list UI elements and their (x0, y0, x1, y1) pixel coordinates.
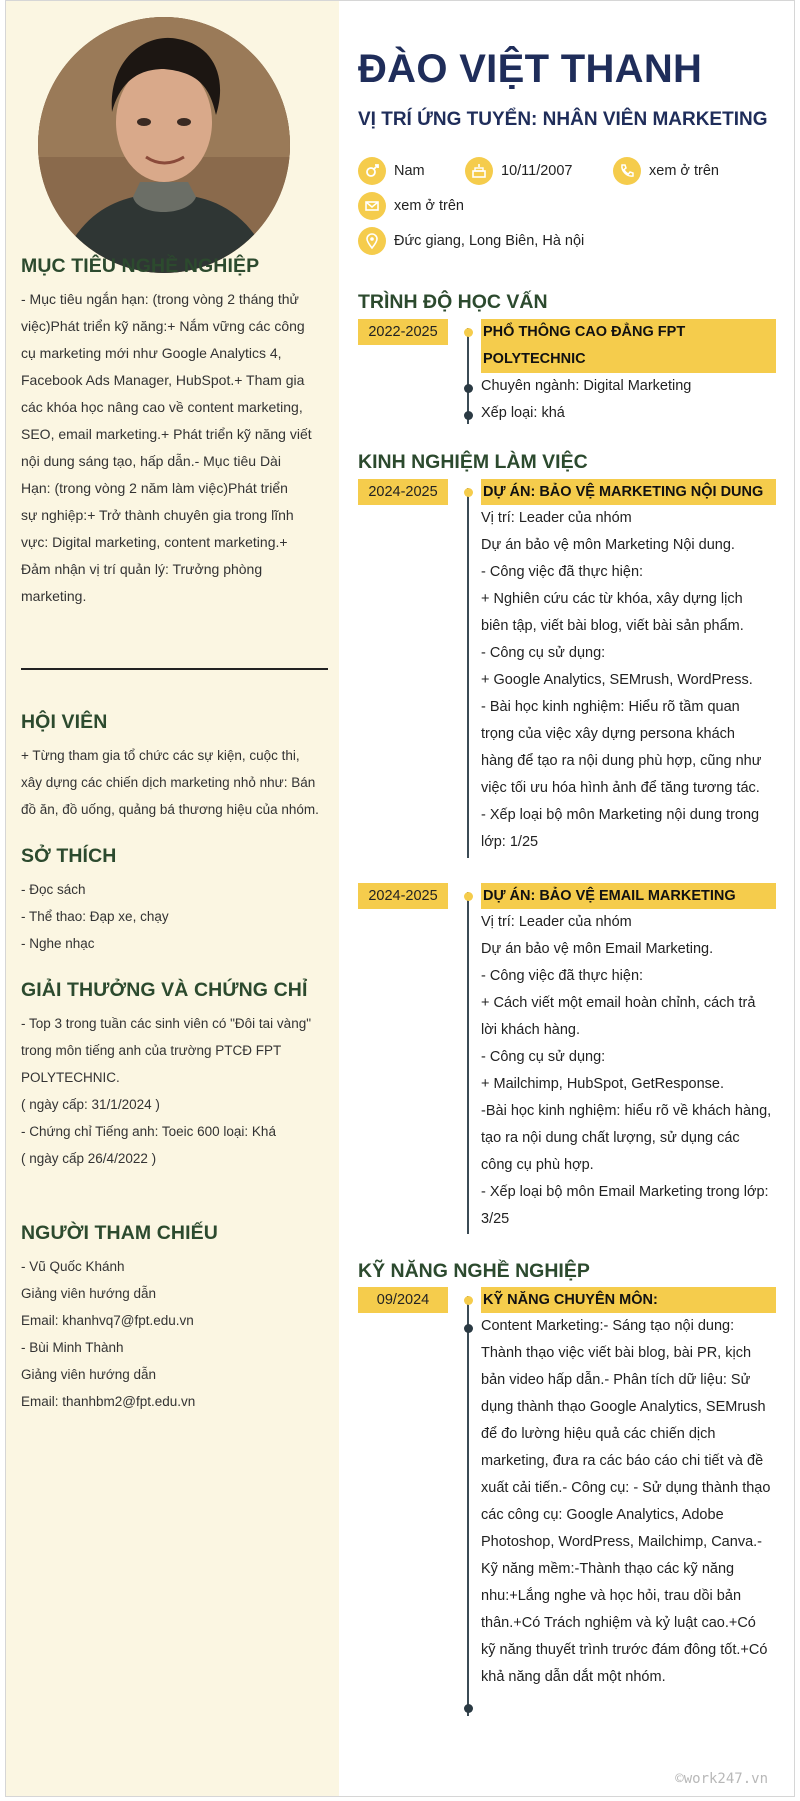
references-text (21, 1253, 326, 1415)
experience-timeline-line-2 (467, 892, 469, 1234)
gender-icon (358, 157, 386, 185)
skill-line: Content Marketing:- Sáng tạo nội dung: (481, 1318, 735, 1334)
avatar (38, 17, 290, 273)
email-item (358, 192, 464, 220)
objective-line: việc)Phát triển kỹ năng:+ Nắm vững các công (21, 318, 305, 334)
education-timeline-line (467, 328, 469, 424)
objective-line: sự nghiệp:+ Trở thành chuyên gia trong lĩnh (21, 507, 294, 523)
experience-line: Dự án bảo vệ môn Marketing Nội dung. (481, 537, 735, 553)
experience-entry-2 (481, 883, 776, 1233)
experience-line: trọng của việc xây dựng persona khách (481, 726, 735, 742)
hobbies-title: SỞ THÍCH (21, 845, 117, 867)
objective-title: MỤC TIÊU NGHỀ NGHIỆP (21, 255, 260, 277)
objective-line: - Mục tiêu ngắn hạn: (trong vòng 2 tháng thử (21, 291, 299, 307)
objective-line: cụ marketing mới như Google Analytics 4, (21, 345, 282, 361)
reference-line: Giảng viên hướng dẫn (21, 1367, 156, 1382)
membership-text (21, 742, 326, 823)
award-line: ( ngày cấp: 31/1/2024 ) (21, 1097, 160, 1112)
membership-line: + Từng tham gia tổ chức các sự kiện, cuộc thi, (21, 748, 300, 763)
birthday-value: 10/11/2007 (501, 163, 573, 179)
phone-item (613, 157, 719, 185)
timeline-dot (464, 1324, 473, 1333)
left-column (6, 1, 339, 1796)
skill-line: xuất cải tiến.- Công cụ: - Sử dụng thành thạo (481, 1480, 771, 1496)
phone-icon (613, 157, 641, 185)
experience-details-1 (481, 505, 776, 856)
reference-line: Email: khanhvq7@fpt.edu.vn (21, 1313, 194, 1328)
cake-icon (465, 157, 493, 185)
experience-entry-1 (481, 479, 776, 856)
experience-line: + Cách viết một email hoàn chỉnh, cách trả (481, 995, 756, 1011)
education-entry (481, 319, 776, 427)
candidate-name: ĐÀO VIỆT THANH (358, 47, 703, 91)
mail-icon (358, 192, 386, 220)
info-row-3 (358, 227, 584, 255)
objective-line: Hạn: (trong vòng 2 năm làm việc)Phát triển (21, 480, 288, 496)
timeline-dot (464, 411, 473, 420)
gender-item (358, 157, 465, 185)
info-row-2 (358, 192, 464, 220)
experience-line: - Công việc đã thực hiện: (481, 564, 644, 580)
objective-line: SEO, email marketing.+ Phát triển kỹ năng viết (21, 426, 312, 442)
experience-line: - Xếp loại bộ môn Marketing nội dung trong (481, 807, 760, 823)
skill-line: để đo lường hiệu quả các chiến dịch (481, 1426, 716, 1442)
skill-line: nhu:+Lắng nghe và học hỏi, trau dồi bản (481, 1588, 742, 1604)
timeline-dot (464, 328, 473, 337)
skill-line: marketing, đưa ra các báo cáo chi tiết và đề (481, 1453, 764, 1469)
timeline-dot (464, 1296, 473, 1305)
experience-line: + Google Analytics, SEMrush, WordPress. (481, 672, 753, 688)
education-year: 2022-2025 (358, 319, 448, 345)
education-title: TRÌNH ĐỘ HỌC VẤN (358, 291, 548, 313)
membership-title: HỘI VIÊN (21, 711, 108, 733)
address-item (358, 227, 584, 255)
skill-line: Thành thạo việc viết bài blog, bài PR, kịch (481, 1345, 752, 1361)
references-title: NGƯỜI THAM CHIẾU (21, 1222, 218, 1244)
experience-line: lớp: 1/25 (481, 834, 539, 850)
experience-title: KINH NGHIỆM LÀM VIỆC (358, 451, 588, 473)
timeline-dot (464, 488, 473, 497)
experience-line: - Bài học kinh nghiệm: Hiểu rõ tầm quan (481, 699, 740, 715)
objective-text (21, 286, 326, 610)
objective-line: marketing. (21, 588, 87, 604)
timeline-dot (464, 384, 473, 393)
objective-line: vực: Digital marketing, content marketing.+ (21, 534, 288, 550)
experience-line: 3/25 (481, 1211, 510, 1227)
objective-line: Facebook Ads Manager, HubSpot.+ Tham gia (21, 372, 305, 388)
experience-line: Vị trí: Leader của nhóm (481, 914, 632, 930)
objective-line: Đảm nhận vị trí quản lý: Trưởng phòng (21, 561, 263, 577)
experience-head-2: DỰ ÁN: BẢO VỆ EMAIL MARKETING (481, 883, 776, 909)
right-column (339, 1, 796, 1796)
skills-year: 09/2024 (358, 1287, 448, 1313)
skills-title: KỸ NĂNG NGHỀ NGHIỆP (358, 1260, 590, 1282)
experience-line: hàng để tạo ra nội dung phù hợp, cũng như (481, 753, 762, 769)
skill-line: Photoshop, WordPress, Mailchimp, Canva.- (481, 1534, 762, 1550)
reference-line: - Bùi Minh Thành (21, 1340, 124, 1355)
skill-line: kỹ năng thuyết trình trước đám đông tốt.+Có (481, 1642, 768, 1658)
birthday-item (465, 157, 613, 185)
timeline-dot (464, 892, 473, 901)
experience-line: tạo ra nội dung chất lượng, sử dụng các (481, 1130, 740, 1146)
skill-line: Kỹ năng mềm:-Thành thạo các kỹ năng (481, 1561, 735, 1577)
experience-details-2 (481, 909, 776, 1233)
experience-line: + Mailchimp, HubSpot, GetResponse. (481, 1076, 724, 1092)
skills-head: KỸ NĂNG CHUYÊN MÔN: (481, 1287, 776, 1313)
skill-line: các công cụ: Google Analytics, Adobe (481, 1507, 724, 1523)
experience-line: -Bài học kinh nghiệm: hiểu rõ về khách hàng, (481, 1103, 772, 1119)
hobbies-text (21, 876, 326, 957)
award-line: - Top 3 trong tuần các sinh viên có "Đôi tai vàng" (21, 1016, 311, 1031)
experience-year-1: 2024-2025 (358, 479, 448, 505)
references-section (21, 1222, 326, 1415)
section-divider (21, 668, 328, 670)
experience-line: - Xếp loại bộ môn Email Marketing trong lớp: (481, 1184, 769, 1200)
experience-line: việc tối ưu hóa hình ảnh để tăng tương tác. (481, 780, 760, 796)
applied-position: VỊ TRÍ ỨNG TUYỂN: NHÂN VIÊN MARKETING (358, 109, 768, 130)
membership-section (21, 711, 326, 823)
education-grade: Xếp loại: khá (481, 405, 565, 421)
cv-page (5, 0, 795, 1797)
location-icon (358, 227, 386, 255)
hobby-line: - Nghe nhạc (21, 936, 95, 951)
membership-line: xây dựng các chiến dịch marketing nhỏ như: Bán (21, 775, 316, 790)
objective-line: nội dung sáng tạo, hấp dẫn.- Mục tiêu Dài (21, 453, 281, 469)
experience-line: + Nghiên cứu các từ khóa, xây dựng lịch (481, 591, 743, 607)
reference-line: Giảng viên hướng dẫn (21, 1286, 156, 1301)
skills-details (481, 1313, 776, 1691)
experience-line: - Công cụ sử dụng: (481, 1049, 606, 1065)
experience-line: - Công cụ sử dụng: (481, 645, 606, 661)
experience-line: Vị trí: Leader của nhóm (481, 510, 632, 526)
experience-line: Dự án bảo vệ môn Email Marketing. (481, 941, 714, 957)
reference-line: - Vũ Quốc Khánh (21, 1259, 125, 1274)
timeline-dot (464, 1704, 473, 1713)
experience-line: biên tập, viết bài blog, viết bài sản phẩm. (481, 618, 744, 634)
hobbies-section (21, 845, 326, 957)
skill-line: dụng thành thạo Google Analytics, SEMrush (481, 1399, 766, 1415)
awards-title: GIẢI THƯỞNG VÀ CHỨNG CHỈ (21, 979, 308, 1001)
education-major: Chuyên ngành: Digital Marketing (481, 378, 692, 394)
skill-line: thân.+Có Trách nghiệm và kỷ luật cao.+Có (481, 1615, 756, 1631)
skill-line: khả năng dẫn dắt một nhóm. (481, 1669, 666, 1685)
experience-head-1: DỰ ÁN: BẢO VỆ MARKETING NỘI DUNG (481, 479, 776, 505)
skills-entry (481, 1287, 776, 1691)
award-line: trong môn tiếng anh của trường PTCĐ FPT (21, 1043, 282, 1058)
awards-section (21, 979, 326, 1172)
reference-line: Email: thanhbm2@fpt.edu.vn (21, 1394, 196, 1409)
experience-line: công cụ phù hợp. (481, 1157, 594, 1173)
address-value: Đức giang, Long Biên, Hà nội (394, 233, 585, 249)
hobby-line: - Thể thao: Đạp xe, chạy (21, 909, 169, 924)
phone-value: xem ở trên (649, 163, 719, 179)
experience-line: lời khách hàng. (481, 1022, 580, 1038)
gender-value: Nam (394, 163, 425, 179)
membership-line: đồ ăn, đồ uống, quảng bá thương hiệu của nhóm. (21, 802, 319, 817)
experience-timeline-line-1 (467, 488, 469, 858)
award-line: POLYTECHNIC. (21, 1070, 120, 1085)
experience-line: - Công việc đã thực hiện: (481, 968, 644, 984)
award-line: ( ngày cấp 26/4/2022 ) (21, 1151, 157, 1166)
hobby-line: - Đọc sách (21, 882, 86, 897)
objective-line: các khóa học nâng cao về content marketing, (21, 399, 303, 415)
experience-year-2: 2024-2025 (358, 883, 448, 909)
award-line: - Chứng chỉ Tiếng anh: Toeic 600 loại: Khá (21, 1124, 276, 1139)
skills-timeline-line (467, 1296, 469, 1716)
info-row-1 (358, 157, 719, 185)
email-value: xem ở trên (394, 198, 464, 214)
education-school: PHỔ THÔNG CAO ĐẲNG FPT POLYTECHNIC (481, 319, 776, 373)
skill-line: bản video hấp dẫn.- Phân tích dữ liệu: Sử (481, 1372, 751, 1388)
watermark: ©work247.vn (675, 1771, 768, 1787)
awards-text (21, 1010, 326, 1172)
objective-section (21, 255, 326, 610)
